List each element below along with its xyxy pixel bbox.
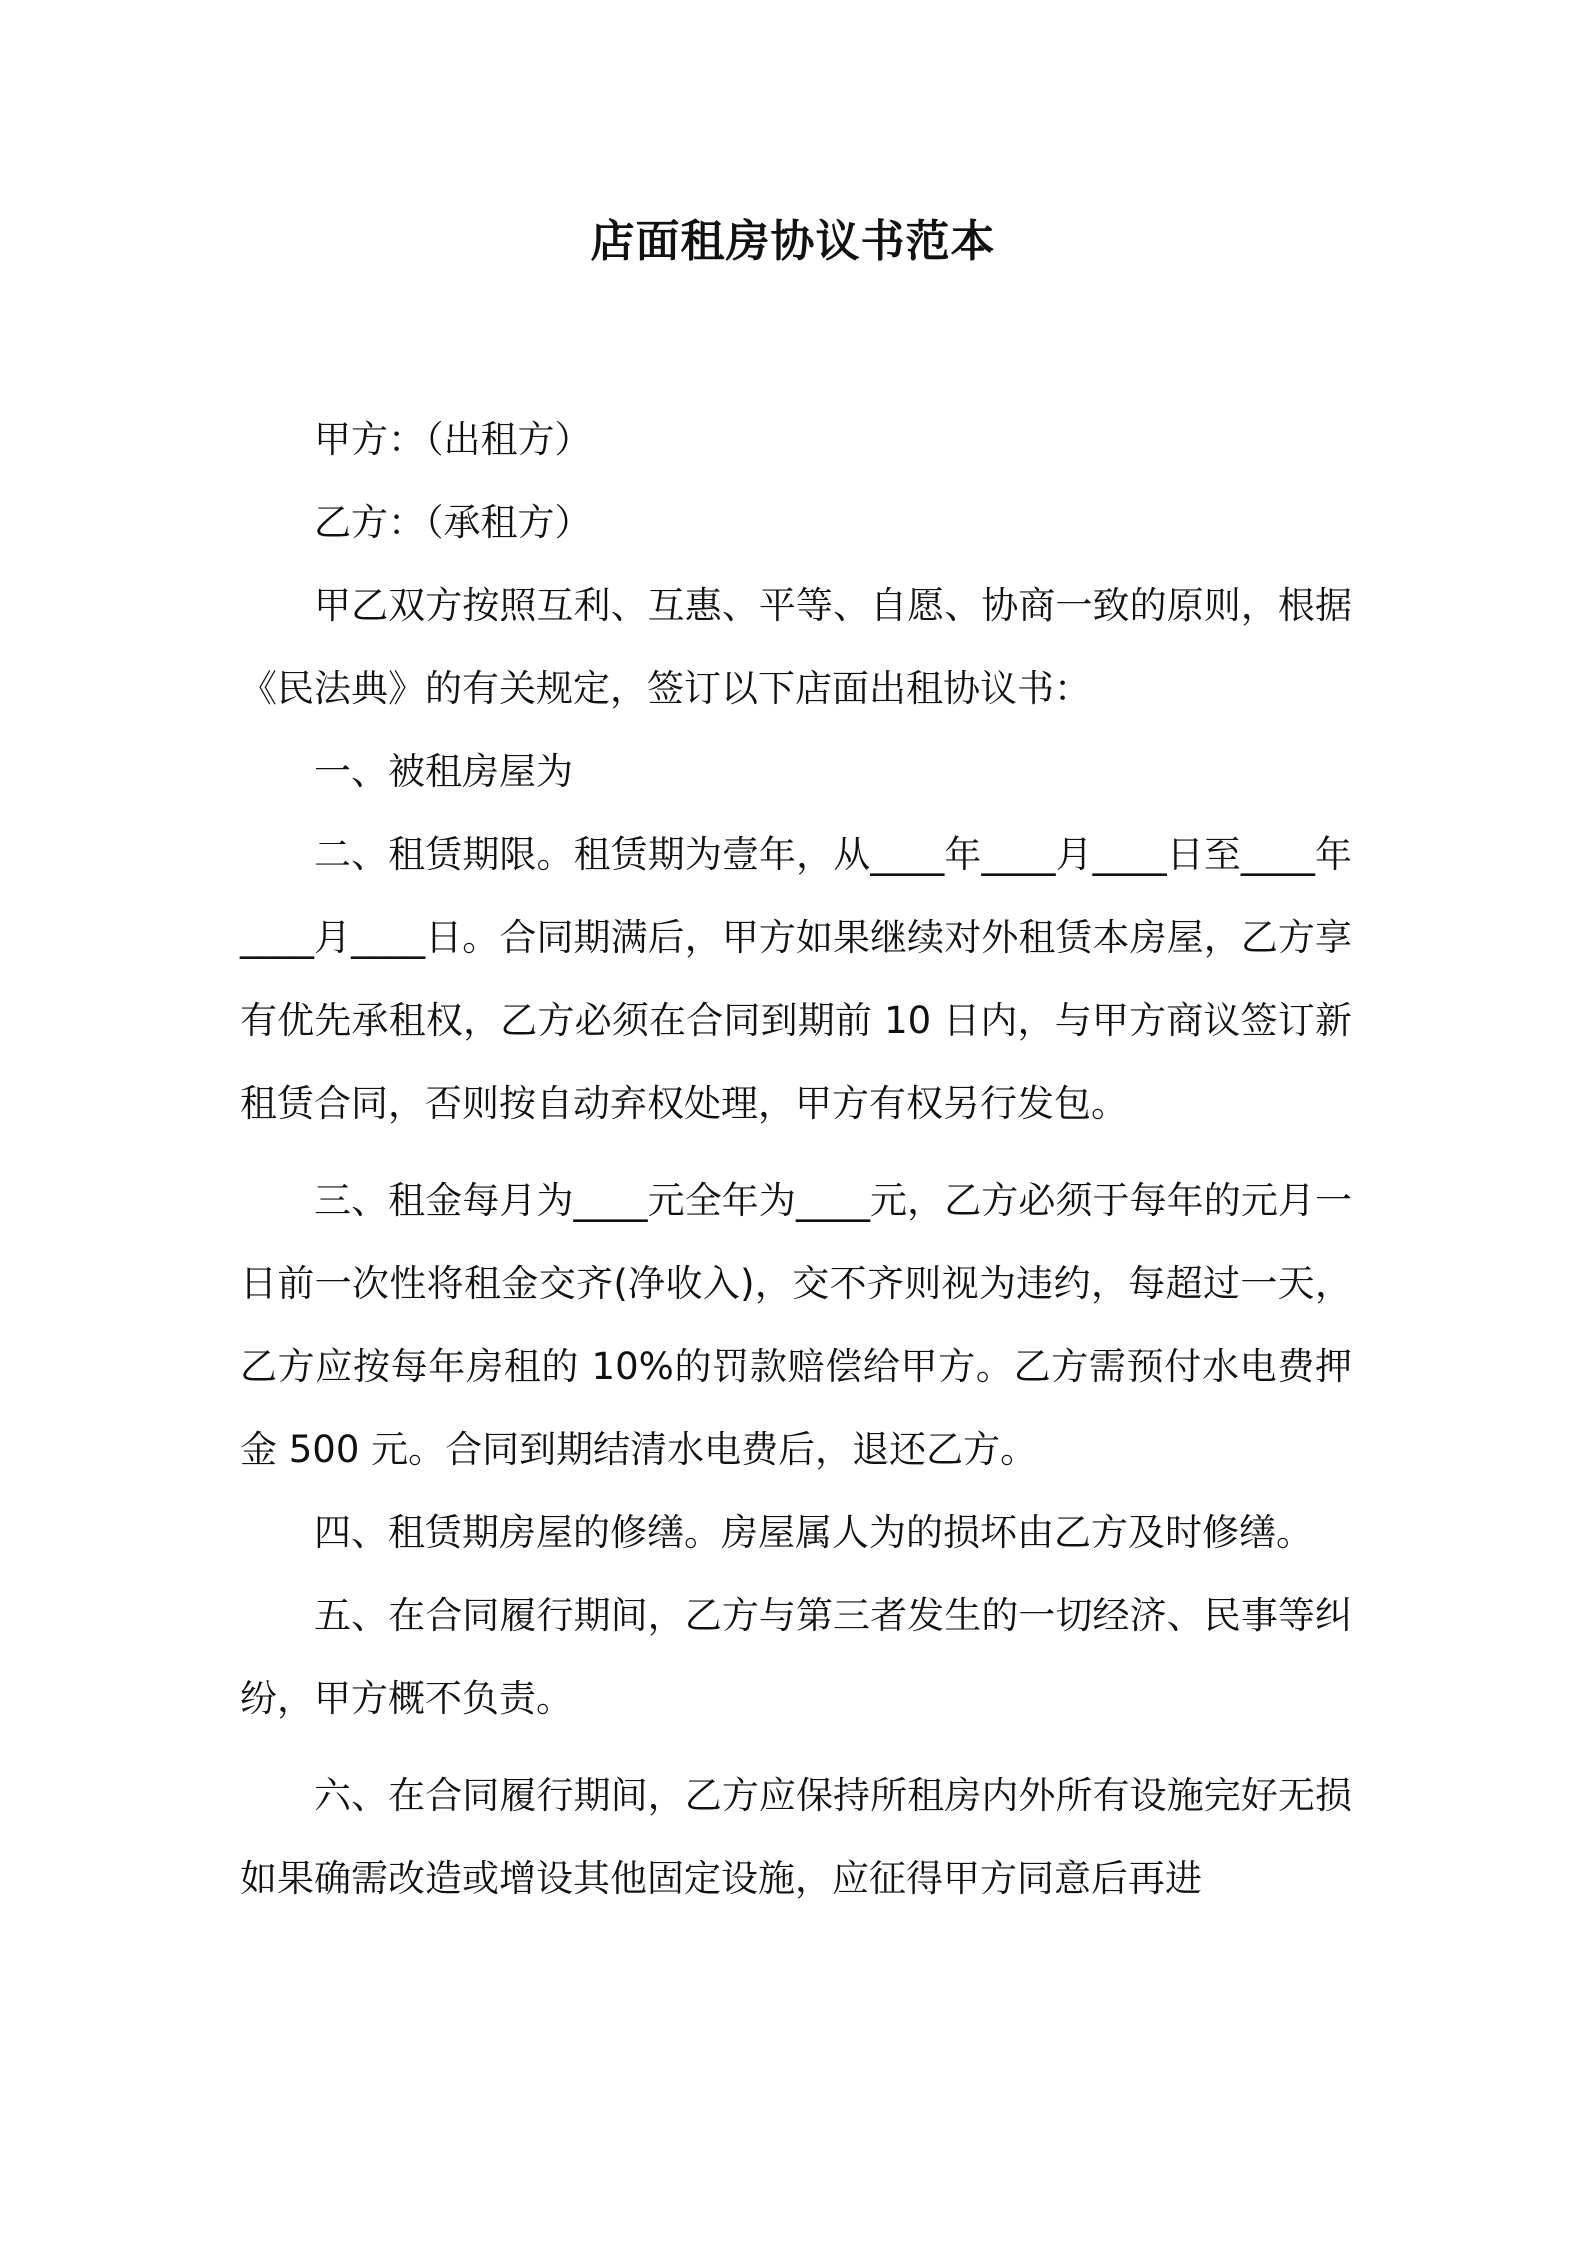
- party-b-line: 乙方：（承租方）: [314, 501, 592, 544]
- clause-2: 二、租赁期限。租赁期为壹年，从____年____月____日至____年____月____日。合同期满后，甲方如果继续对外租赁本房屋，乙方享有优先承租权，乙方必须在合同到期前 10 日内，与甲方商议签订新租赁合同，否则按自动弃权处理，甲方有权另行发包。: [240, 833, 1352, 1125]
- document-title: 店面租房协议书范本: [590, 216, 996, 267]
- clause-6: 六、在合同履行期间，乙方应保持所租房内外所有设施完好无损如果确需改造或增设其他固定设施，应征得甲方同意后再进: [240, 1774, 1352, 1900]
- clause-3: 三、租金每月为____元全年为____元，乙方必须于每年的元月一日前一次性将租金交齐(净收入)，交不齐则视为违约，每超过一天，乙方应按每年房租的 10%的罚款赔偿给甲方。乙方需预付水电费押金 500 元。合同到期结清水电费后，退还乙方。: [240, 1179, 1352, 1471]
- clause-4: 四、租赁期房屋的修缮。房屋属人为的损坏由乙方及时修缮。: [314, 1511, 1313, 1554]
- intro-paragraph: 甲乙双方按照互利、互惠、平等、自愿、协商一致的原则，根据《民法典》的有关规定，签订以下店面出租协议书：: [240, 584, 1352, 710]
- document-body: [240, 398, 1352, 1920]
- clause-1: 一、被租房屋为: [314, 750, 573, 793]
- clause-5: 五、在合同履行期间，乙方与第三者发生的一切经济、民事等纠纷，甲方概不负责。: [240, 1594, 1352, 1720]
- party-a-line: 甲方：（出租方）: [314, 418, 592, 461]
